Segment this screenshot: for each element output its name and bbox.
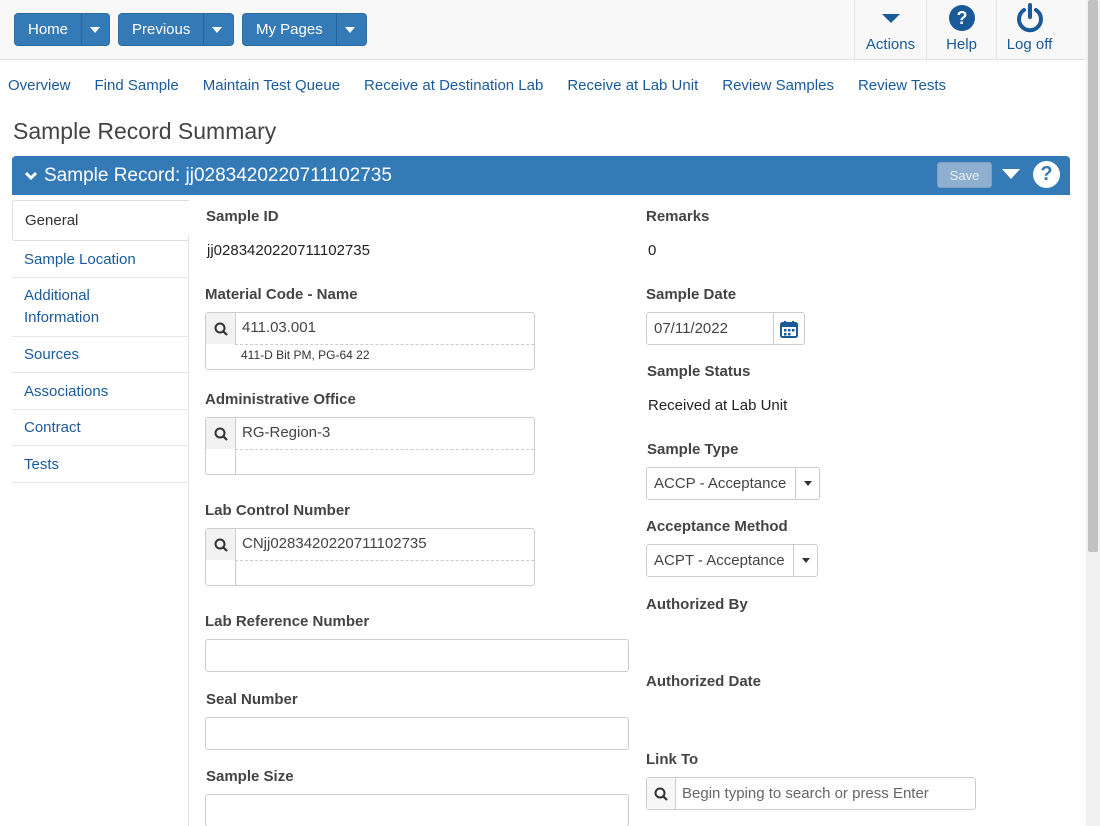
actions-caret-icon	[881, 0, 901, 36]
lookup-separator	[235, 344, 534, 345]
link-find-sample[interactable]: Find Sample	[94, 77, 179, 94]
actions-button[interactable]	[854, 0, 926, 60]
authorized-by-label: Authorized By	[646, 596, 748, 613]
lookup-separator	[235, 560, 534, 561]
previous-button[interactable]	[118, 13, 234, 46]
chevron-down-icon	[90, 27, 100, 33]
my-pages-button[interactable]	[242, 13, 367, 46]
home-dropdown-toggle[interactable]	[81, 14, 108, 45]
home-button-label[interactable]: Home	[28, 21, 69, 38]
home-button[interactable]	[14, 13, 110, 46]
sidebar-divider	[188, 235, 189, 826]
actions-label: Actions	[865, 36, 916, 53]
link-review-samples[interactable]: Review Samples	[722, 77, 834, 94]
sample-record-title: Sample Record: jj0283420220711102735	[44, 164, 392, 186]
lab-control-number-label: Lab Control Number	[205, 502, 350, 519]
seal-number-label: Seal Number	[206, 691, 298, 708]
lookup-name-box	[235, 560, 236, 585]
chevron-down-icon[interactable]	[793, 545, 817, 576]
previous-dropdown-toggle[interactable]	[203, 14, 230, 45]
acceptance-method-label: Acceptance Method	[646, 518, 788, 535]
remarks-label: Remarks	[646, 208, 710, 225]
acceptance-method-value[interactable]: ACPT - Acceptance	[654, 552, 785, 569]
sample-date-input[interactable]	[646, 312, 805, 345]
administrative-office-label: Administrative Office	[205, 391, 356, 408]
sidenav-item-contract[interactable]: Contract	[12, 410, 189, 446]
power-icon	[1016, 0, 1044, 36]
svg-text:?: ?	[956, 8, 967, 28]
acceptance-method-select[interactable]	[646, 544, 818, 577]
lab-control-number-value[interactable]: CNjj0283420220711102735	[242, 535, 427, 552]
sidenav-item-sample-location[interactable]: Sample Location	[12, 241, 189, 278]
material-code-label: Material Code - Name	[205, 286, 358, 303]
chevron-down-icon[interactable]	[795, 468, 819, 499]
link-maintain-test-queue[interactable]: Maintain Test Queue	[202, 77, 341, 94]
sample-type-value[interactable]: ACCP - Acceptance	[654, 475, 787, 492]
help-button[interactable]	[926, 0, 996, 60]
lookup-name-box	[235, 449, 236, 474]
chevron-down-icon	[212, 27, 222, 33]
record-sidenav	[12, 195, 189, 826]
sidenav-item-associations[interactable]: Associations	[12, 373, 189, 410]
sample-id-value: jj0283420220711102735	[207, 242, 370, 259]
sidenav-item-sources[interactable]: Sources	[12, 337, 189, 373]
panel-menu-caret-icon[interactable]	[1002, 169, 1020, 179]
panel-help-icon[interactable]: ?	[1033, 161, 1060, 188]
lookup-separator	[235, 449, 534, 450]
sample-size-input[interactable]	[205, 794, 629, 826]
sample-type-select[interactable]	[646, 467, 820, 500]
link-receive-lab-unit[interactable]: Receive at Lab Unit	[567, 77, 699, 94]
search-icon[interactable]	[206, 313, 236, 344]
sample-date-label: Sample Date	[646, 286, 737, 303]
link-overview[interactable]: Overview	[8, 77, 71, 94]
scrollbar-thumb[interactable]	[1088, 0, 1098, 552]
sample-size-label: Sample Size	[206, 768, 294, 785]
sidenav-item-general[interactable]: General	[12, 200, 189, 241]
calendar-icon[interactable]	[773, 313, 804, 344]
sample-status-value: Received at Lab Unit	[648, 397, 788, 414]
lab-reference-number-input[interactable]	[205, 639, 629, 672]
search-icon[interactable]	[206, 529, 236, 560]
sidenav-item-additional-information[interactable]: Additional Information	[12, 278, 189, 337]
my-pages-button-label[interactable]: My Pages	[256, 21, 323, 38]
lab-reference-number-label: Lab Reference Number	[205, 613, 370, 630]
remarks-value: 0	[648, 242, 657, 259]
material-code-lookup[interactable]	[205, 312, 535, 370]
help-label: Help	[946, 36, 977, 53]
link-to-placeholder[interactable]: Begin typing to search or press Enter	[682, 785, 929, 802]
administrative-office-lookup[interactable]	[205, 417, 535, 475]
chevron-down-icon[interactable]	[24, 168, 40, 184]
page-scrollbar[interactable]	[1086, 0, 1100, 826]
page-title: Sample Record Summary	[13, 118, 277, 144]
sample-status-label: Sample Status	[647, 363, 751, 380]
link-to-label: Link To	[646, 751, 699, 768]
log-off-label: Log off	[1006, 36, 1053, 53]
help-icon	[948, 0, 976, 36]
lab-control-number-lookup[interactable]	[205, 528, 535, 586]
link-review-tests[interactable]: Review Tests	[857, 77, 947, 94]
top-toolbar	[0, 0, 1086, 60]
log-off-button[interactable]	[996, 0, 1062, 60]
quick-links	[8, 77, 970, 94]
link-receive-destination-lab[interactable]: Receive at Destination Lab	[364, 77, 544, 94]
material-code-value[interactable]: 411.03.001	[242, 319, 316, 336]
chevron-down-icon	[345, 27, 355, 33]
sample-id-label: Sample ID	[206, 208, 279, 225]
material-name-value: 411-D Bit PM, PG-64 22	[241, 348, 370, 362]
administrative-office-value[interactable]: RG-Region-3	[242, 424, 331, 441]
sample-date-value[interactable]: 07/11/2022	[654, 320, 728, 337]
sample-record-panel-header[interactable]	[12, 156, 1070, 195]
previous-button-label[interactable]: Previous	[132, 21, 191, 38]
link-to-search[interactable]	[646, 777, 976, 810]
sidenav-item-tests[interactable]: Tests	[12, 446, 189, 483]
save-button[interactable]: Save	[937, 162, 992, 188]
seal-number-input[interactable]	[205, 717, 629, 750]
search-icon[interactable]	[206, 418, 236, 449]
sample-type-label: Sample Type	[647, 441, 739, 458]
my-pages-dropdown-toggle[interactable]	[336, 14, 363, 45]
search-icon[interactable]	[647, 778, 676, 809]
authorized-date-label: Authorized Date	[646, 673, 762, 690]
